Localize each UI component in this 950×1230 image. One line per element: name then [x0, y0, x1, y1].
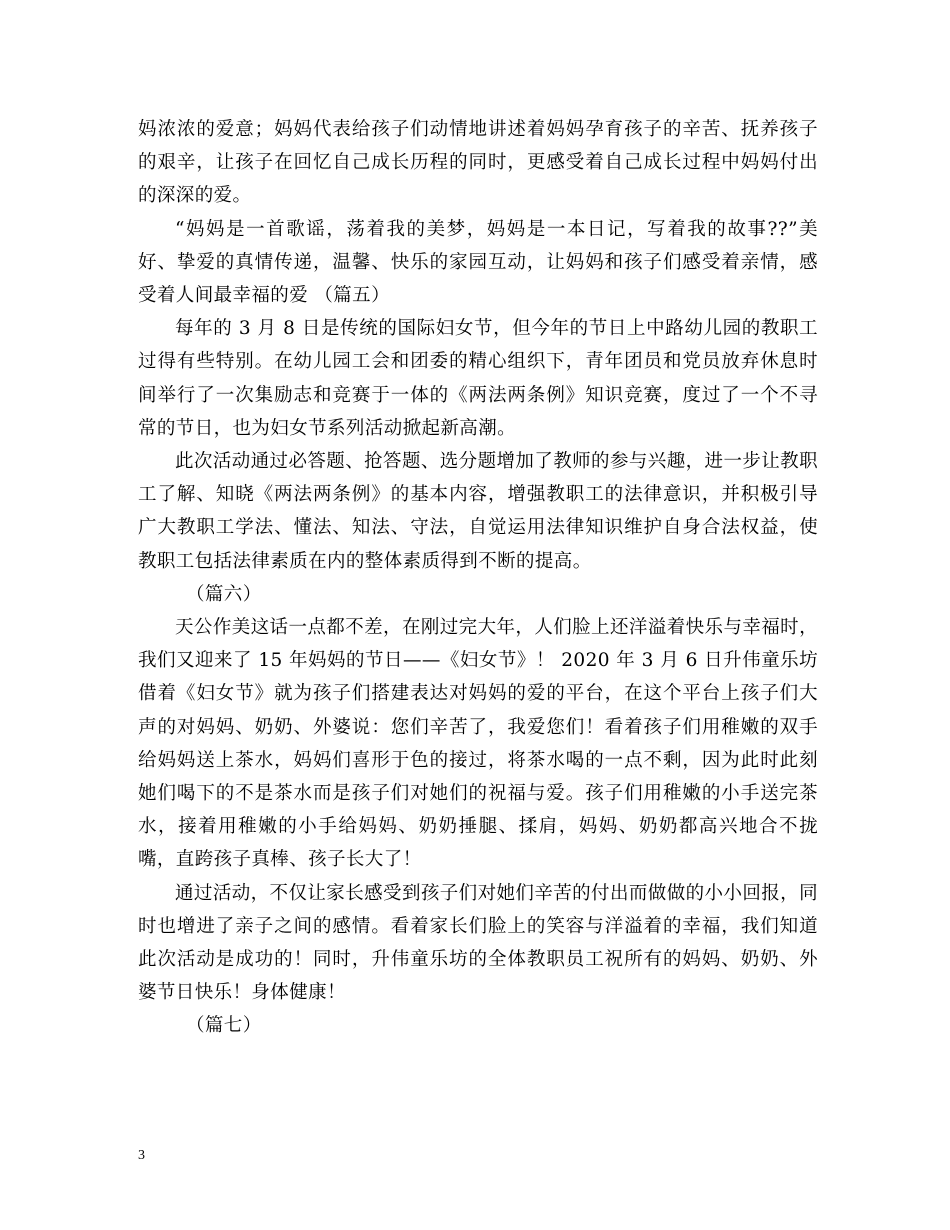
paragraph-quote: “妈妈是一首歌谣，荡着我的美梦，妈妈是一本日记，写着我的故事??”美好、挚爱的真情传递，温馨、快乐的家园互动，让妈妈和孩子们感受着亲情，感受着人间最幸福的爱 （篇五）	[138, 218, 818, 307]
paragraph-tea-ceremony: 天公作美这话一点都不差，在刚过完大年，人们脸上还洋溢着快乐与幸福时，我们又迎来了 15 年妈妈的节日——《妇女节》！ 2020 年 3 月 6 日升伟童乐坊借着《妇女节》就为孩子们搭建表达对妈妈的爱的平台，在这个平台上孩子们大声的对妈妈、奶奶、外婆说：您们辛苦了，我爱您们！看着孩子们用稚嫩的双手给妈妈送上茶水，妈妈们喜形于色的接过，将茶水喝的一点不剩，因为此时此刻她们喝下的不是茶水而是孩子们对她们的祝福与爱。孩子们用稚嫩的小手送完茶水，接着用稚嫩的小手给妈妈、奶奶捶腿、揉肩，妈妈、奶奶都高兴地合不拢嘴，直跨孩子真棒、孩子长大了！	[138, 617, 818, 871]
paragraph-continued: 妈浓浓的爱意；妈妈代表给孩子们动情地讲述着妈妈孕育孩子的辛苦、抚养孩子的艰辛，让孩子在回忆自己成长历程的同时，更感受着自己成长过程中妈妈付出的深深的爱。	[138, 119, 818, 207]
section-heading-part-six: （篇六）	[186, 583, 262, 605]
paragraph-womens-day-contest: 每年的 3 月 8 日是传统的国际妇女节，但今年的节日上中路幼儿园的教职工过得有些特别。在幼儿园工会和团委的精心组织下，青年团员和党员放弃休息时间举行了一次集励志和竞赛于一体的《两法两条例》知识竞赛，度过了一个不寻常的节日，也为妇女节系列活动掀起新高潮。	[138, 318, 818, 439]
section-heading-part-seven: （篇七）	[186, 1015, 262, 1037]
page-number: 3	[138, 1148, 145, 1163]
paragraph-conclusion: 通过活动，不仅让家长感受到孩子们对她们辛苦的付出而做做的小小回报，同时也增进了亲子之间的感情。看着家长们脸上的笑容与洋溢着的幸福，我们知道此次活动是成功的！同时，升伟童乐坊的全体教职员工祝所有的妈妈、奶奶、外婆节日快乐！身体健康！	[138, 882, 818, 1004]
paragraph-activity-summary: 此次活动通过必答题、抢答题、选分题增加了教师的参与兴趣，进一步让教职工了解、知晓《两法两条例》的基本内容，增强教职工的法律意识，并积极引导广大教职工学法、懂法、知法、守法，自觉运用法律知识维护自身合法权益，使教职工包括法律素质在内的整体素质得到不断的提高。	[138, 451, 818, 572]
document-body	[138, 113, 818, 1043]
